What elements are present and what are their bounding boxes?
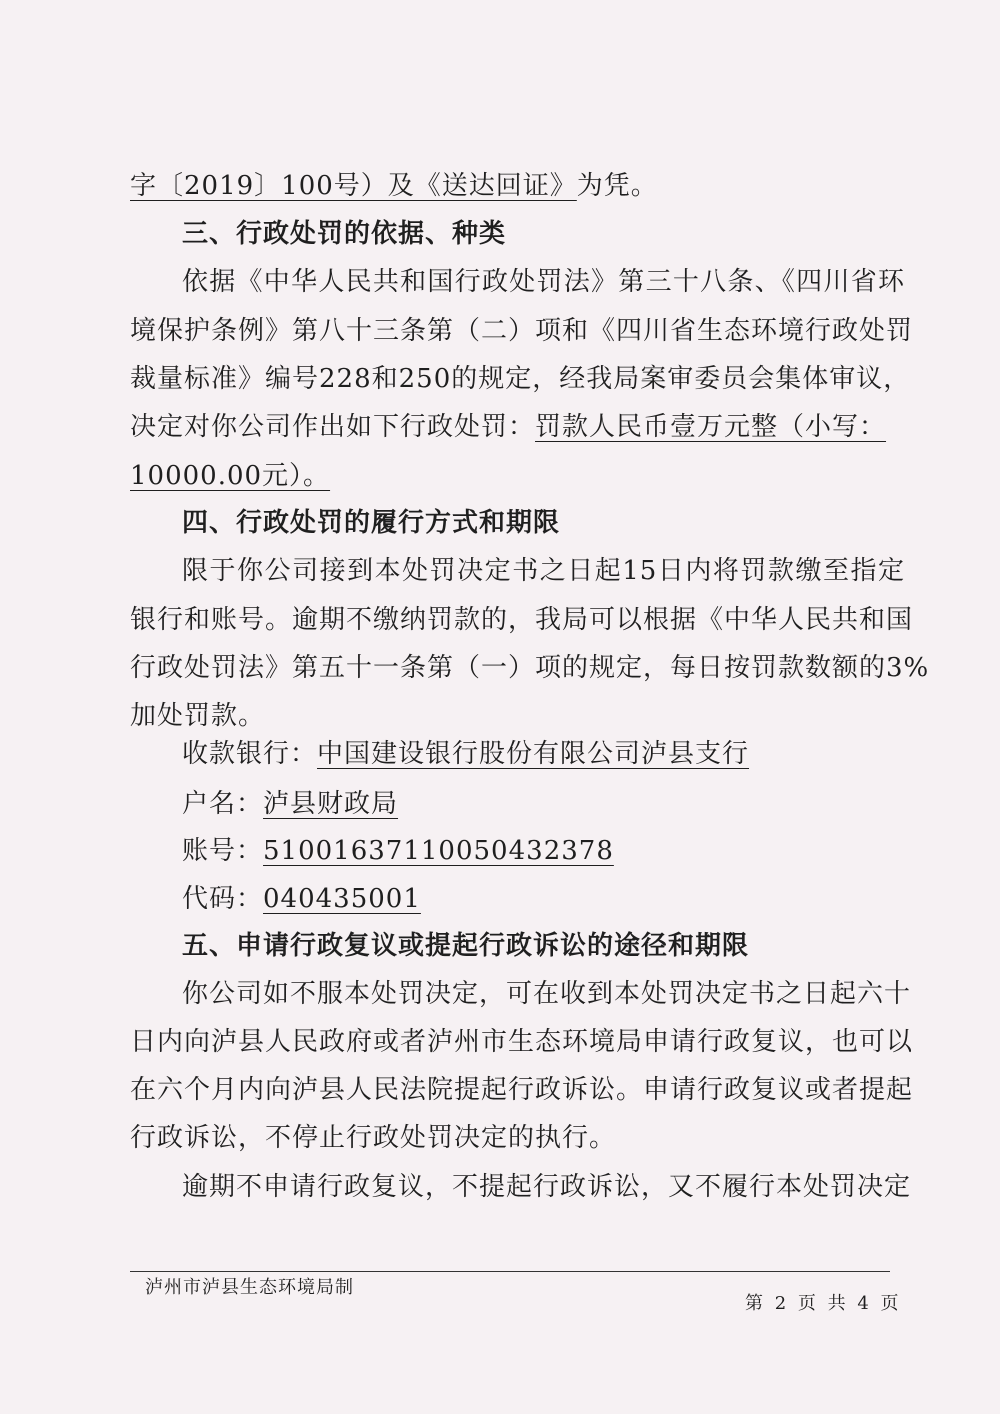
text-fragment: 决定对你公司作出如下行政处罚： — [130, 412, 536, 442]
text-fragment: 为凭。 — [576, 171, 658, 201]
account-name-row — [182, 784, 905, 824]
text-line: 在六个月内向泸县人民法院提起行政诉讼。申请行政复议或者提起 — [130, 1075, 914, 1105]
text-line — [130, 166, 905, 206]
account-number-label: 账号： — [182, 836, 264, 866]
section-heading-4: 四、行政处罚的履行方式和期限 — [182, 508, 561, 538]
account-name-value: 泸县财政局 — [263, 789, 399, 819]
text-line: 逾期不申请行政复议，不提起行政诉讼，又不履行本处罚决定 — [182, 1172, 912, 1202]
penalty-amount: 罚款人民币壹万元整（小写： — [535, 412, 887, 442]
text-line: 银行和账号。逾期不缴纳罚款的，我局可以根据《中华人民共和国 — [130, 605, 914, 635]
code-label: 代码： — [182, 884, 264, 914]
text-line: 加处罚款。 — [130, 701, 266, 731]
text-line: 裁量标准》编号228和250的规定，经我局案审委员会集体审议， — [130, 364, 911, 394]
text-line — [130, 407, 905, 447]
footer-issuer: 泸州市泸县生态环境局制 — [145, 1277, 354, 1298]
text-line: 行政处罚法》第五十一条第（一）项的规定，每日按罚款数额的3% — [130, 653, 930, 683]
footer-divider — [130, 1271, 890, 1272]
account-name-label: 户名： — [182, 789, 264, 819]
code-value: 040435001 — [263, 884, 421, 914]
bank-label: 收款银行： — [182, 739, 318, 769]
account-number-value: 51001637110050432378 — [263, 836, 614, 866]
text-line: 依据《中华人民共和国行政处罚法》第三十八条、《四川省环 — [182, 267, 905, 297]
section-heading-3: 三、行政处罚的依据、种类 — [182, 219, 507, 249]
section-heading-5: 五、申请行政复议或提起行政诉讼的途径和期限 — [182, 931, 750, 961]
bank-row — [182, 734, 905, 774]
underlined-reference: 字〔2019〕100号）及《送达回证》 — [130, 171, 577, 201]
penalty-amount-numeric: 10000.00元）。 — [130, 461, 331, 491]
account-number-row — [182, 831, 905, 871]
text-line: 日内向泸县人民政府或者泸州市生态环境局申请行政复议，也可以 — [130, 1027, 914, 1057]
footer-page-number: 第 2 页 共 4 页 — [745, 1293, 902, 1314]
code-row — [182, 879, 905, 919]
text-line: 你公司如不服本处罚决定，可在收到本处罚决定书之日起六十 — [182, 979, 912, 1009]
text-line — [130, 456, 905, 496]
text-line: 境保护条例》第八十三条第（二）项和《四川省生态环境行政处罚 — [130, 316, 914, 346]
text-line: 行政诉讼，不停止行政处罚决定的执行。 — [130, 1123, 617, 1153]
bank-value: 中国建设银行股份有限公司泸县支行 — [317, 739, 750, 769]
text-line: 限于你公司接到本处罚决定书之日起15日内将罚款缴至指定 — [182, 556, 905, 586]
